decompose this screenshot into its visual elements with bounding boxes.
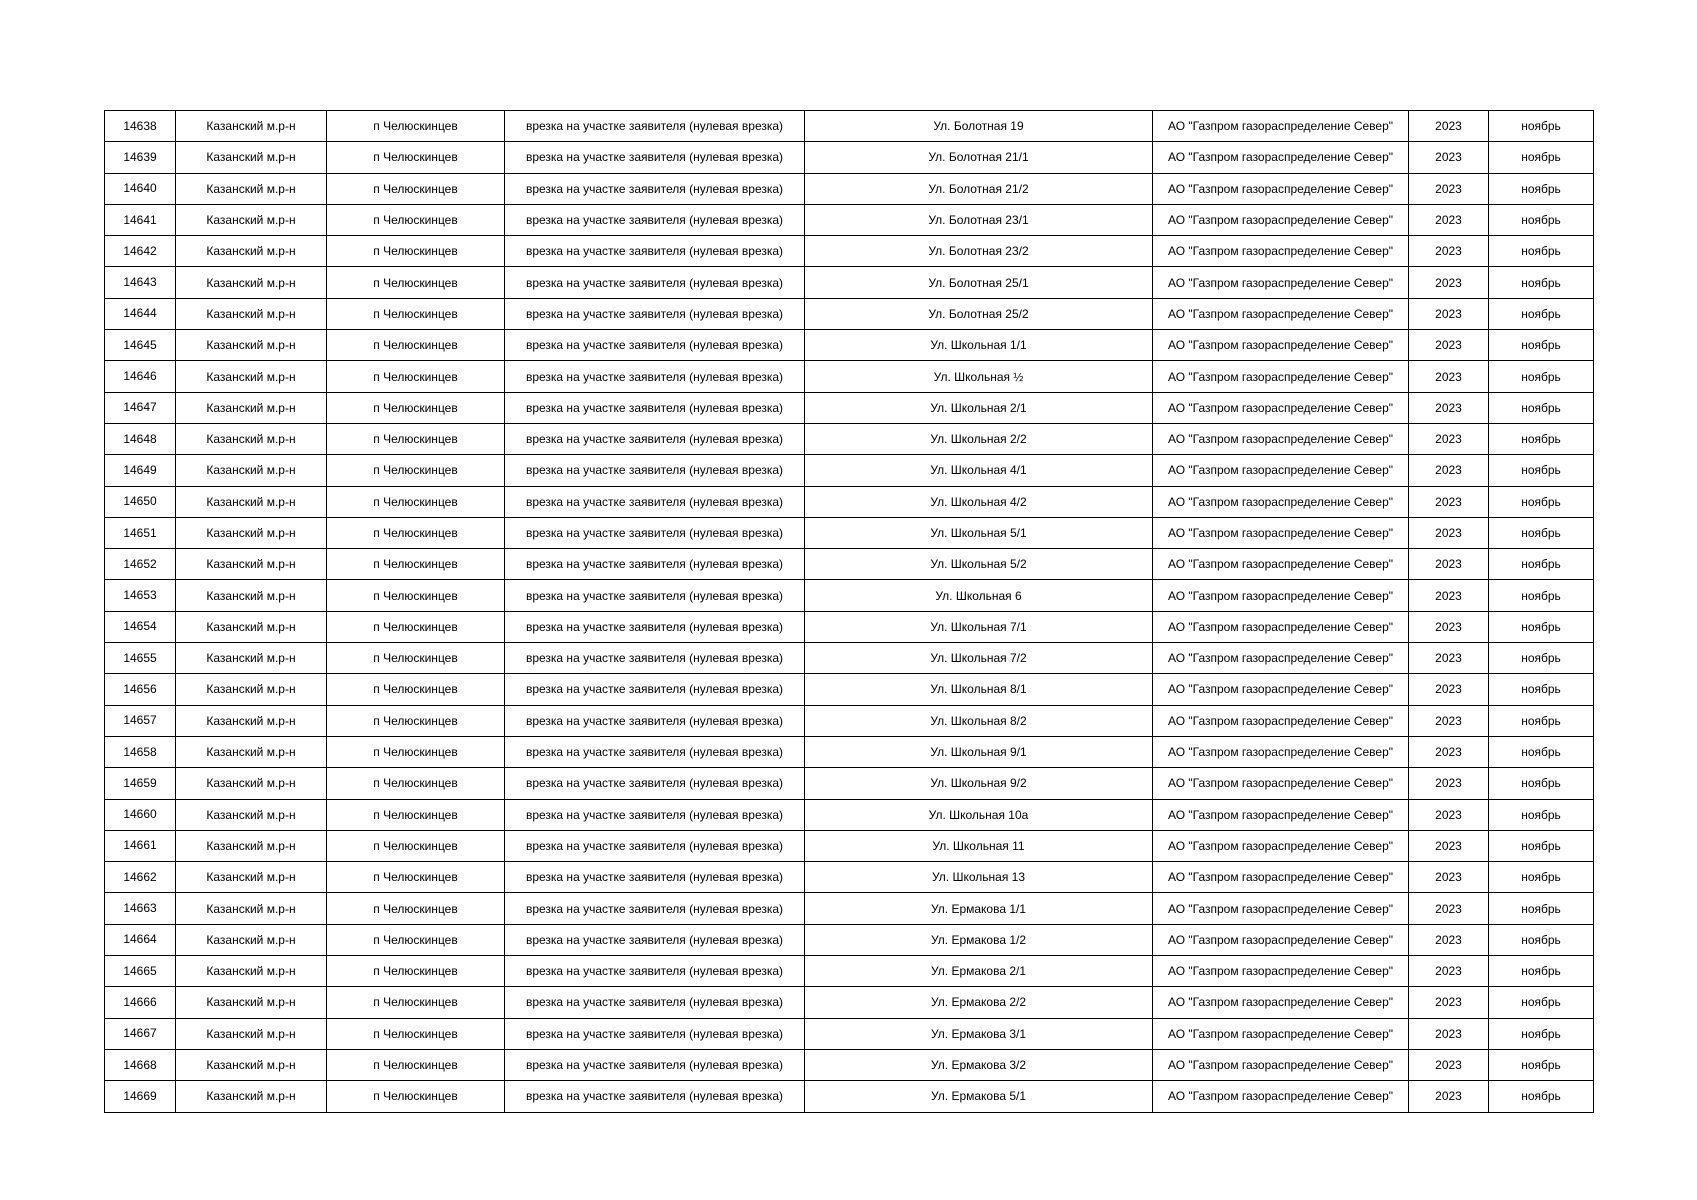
work-type-cell: врезка на участке заявителя (нулевая врезка) <box>505 1081 805 1112</box>
year-cell: 2023 <box>1409 142 1489 173</box>
year-cell: 2023 <box>1409 893 1489 924</box>
table-row <box>105 298 1594 329</box>
month-cell: ноябрь <box>1489 1018 1594 1049</box>
address-cell: Ул. Школьная 2/1 <box>805 392 1153 423</box>
year-cell: 2023 <box>1409 204 1489 235</box>
row-number-cell: 14667 <box>105 1018 176 1049</box>
work-type-cell: врезка на участке заявителя (нулевая врезка) <box>505 549 805 580</box>
month-cell: ноябрь <box>1489 173 1594 204</box>
settlement-cell: п Челюскинцев <box>327 455 505 486</box>
organization-cell: АО "Газпром газораспределение Север" <box>1153 1018 1409 1049</box>
organization-cell: АО "Газпром газораспределение Север" <box>1153 893 1409 924</box>
work-type-cell: врезка на участке заявителя (нулевая врезка) <box>505 830 805 861</box>
settlement-cell: п Челюскинцев <box>327 204 505 235</box>
settlement-cell: п Челюскинцев <box>327 1081 505 1112</box>
organization-cell: АО "Газпром газораспределение Север" <box>1153 330 1409 361</box>
row-number-cell: 14659 <box>105 768 176 799</box>
address-cell: Ул. Школьная 1/1 <box>805 330 1153 361</box>
address-cell: Ул. Болотная 25/2 <box>805 298 1153 329</box>
settlement-cell: п Челюскинцев <box>327 1049 505 1080</box>
district-cell: Казанский м.р-н <box>176 392 327 423</box>
district-cell: Казанский м.р-н <box>176 173 327 204</box>
work-type-cell: врезка на участке заявителя (нулевая врезка) <box>505 674 805 705</box>
settlement-cell: п Челюскинцев <box>327 862 505 893</box>
table-row <box>105 330 1594 361</box>
address-cell: Ул. Школьная 13 <box>805 862 1153 893</box>
organization-cell: АО "Газпром газораспределение Север" <box>1153 392 1409 423</box>
month-cell: ноябрь <box>1489 1049 1594 1080</box>
organization-cell: АО "Газпром газораспределение Север" <box>1153 924 1409 955</box>
address-cell: Ул. Ермакова 2/1 <box>805 956 1153 987</box>
table-row <box>105 768 1594 799</box>
year-cell: 2023 <box>1409 799 1489 830</box>
organization-cell: АО "Газпром газораспределение Север" <box>1153 236 1409 267</box>
work-type-cell: врезка на участке заявителя (нулевая врезка) <box>505 517 805 548</box>
month-cell: ноябрь <box>1489 611 1594 642</box>
work-type-cell: врезка на участке заявителя (нулевая врезка) <box>505 267 805 298</box>
work-type-cell: врезка на участке заявителя (нулевая врезка) <box>505 893 805 924</box>
district-cell: Казанский м.р-н <box>176 736 327 767</box>
year-cell: 2023 <box>1409 298 1489 329</box>
year-cell: 2023 <box>1409 330 1489 361</box>
row-number-cell: 14663 <box>105 893 176 924</box>
year-cell: 2023 <box>1409 1049 1489 1080</box>
row-number-cell: 14660 <box>105 799 176 830</box>
district-cell: Казанский м.р-н <box>176 611 327 642</box>
organization-cell: АО "Газпром газораспределение Север" <box>1153 549 1409 580</box>
year-cell: 2023 <box>1409 486 1489 517</box>
row-number-cell: 14647 <box>105 392 176 423</box>
work-type-cell: врезка на участке заявителя (нулевая врезка) <box>505 330 805 361</box>
district-cell: Казанский м.р-н <box>176 674 327 705</box>
year-cell: 2023 <box>1409 580 1489 611</box>
settlement-cell: п Челюскинцев <box>327 799 505 830</box>
year-cell: 2023 <box>1409 1081 1489 1112</box>
month-cell: ноябрь <box>1489 267 1594 298</box>
month-cell: ноябрь <box>1489 956 1594 987</box>
month-cell: ноябрь <box>1489 705 1594 736</box>
district-cell: Казанский м.р-н <box>176 204 327 235</box>
row-number-cell: 14640 <box>105 173 176 204</box>
work-type-cell: врезка на участке заявителя (нулевая врезка) <box>505 361 805 392</box>
year-cell: 2023 <box>1409 111 1489 142</box>
row-number-cell: 14654 <box>105 611 176 642</box>
settlement-cell: п Челюскинцев <box>327 298 505 329</box>
work-type-cell: врезка на участке заявителя (нулевая врезка) <box>505 1018 805 1049</box>
row-number-cell: 14648 <box>105 423 176 454</box>
row-number-cell: 14655 <box>105 643 176 674</box>
month-cell: ноябрь <box>1489 423 1594 454</box>
document-sheet <box>104 110 1593 1113</box>
year-cell: 2023 <box>1409 549 1489 580</box>
month-cell: ноябрь <box>1489 236 1594 267</box>
address-cell: Ул. Болотная 21/2 <box>805 173 1153 204</box>
month-cell: ноябрь <box>1489 830 1594 861</box>
district-cell: Казанский м.р-н <box>176 517 327 548</box>
address-cell: Ул. Школьная 5/2 <box>805 549 1153 580</box>
district-cell: Казанский м.р-н <box>176 267 327 298</box>
address-cell: Ул. Школьная 4/2 <box>805 486 1153 517</box>
row-number-cell: 14656 <box>105 674 176 705</box>
work-type-cell: врезка на участке заявителя (нулевая врезка) <box>505 643 805 674</box>
row-number-cell: 14664 <box>105 924 176 955</box>
address-cell: Ул. Ермакова 2/2 <box>805 987 1153 1018</box>
year-cell: 2023 <box>1409 830 1489 861</box>
month-cell: ноябрь <box>1489 392 1594 423</box>
district-cell: Казанский м.р-н <box>176 924 327 955</box>
address-cell: Ул. Школьная 7/1 <box>805 611 1153 642</box>
address-cell: Ул. Ермакова 3/1 <box>805 1018 1153 1049</box>
row-number-cell: 14661 <box>105 830 176 861</box>
settlement-cell: п Челюскинцев <box>327 956 505 987</box>
address-cell: Ул. Школьная 7/2 <box>805 643 1153 674</box>
row-number-cell: 14645 <box>105 330 176 361</box>
address-cell: Ул. Школьная ½ <box>805 361 1153 392</box>
organization-cell: АО "Газпром газораспределение Север" <box>1153 643 1409 674</box>
table-row <box>105 267 1594 298</box>
year-cell: 2023 <box>1409 173 1489 204</box>
year-cell: 2023 <box>1409 924 1489 955</box>
organization-cell: АО "Газпром газораспределение Север" <box>1153 830 1409 861</box>
district-cell: Казанский м.р-н <box>176 987 327 1018</box>
organization-cell: АО "Газпром газораспределение Север" <box>1153 1049 1409 1080</box>
row-number-cell: 14638 <box>105 111 176 142</box>
row-number-cell: 14669 <box>105 1081 176 1112</box>
work-type-cell: врезка на участке заявителя (нулевая врезка) <box>505 580 805 611</box>
year-cell: 2023 <box>1409 674 1489 705</box>
year-cell: 2023 <box>1409 611 1489 642</box>
work-type-cell: врезка на участке заявителя (нулевая врезка) <box>505 111 805 142</box>
year-cell: 2023 <box>1409 236 1489 267</box>
table-row <box>105 736 1594 767</box>
table-row <box>105 236 1594 267</box>
settlement-cell: п Челюскинцев <box>327 893 505 924</box>
month-cell: ноябрь <box>1489 987 1594 1018</box>
district-cell: Казанский м.р-н <box>176 1018 327 1049</box>
row-number-cell: 14651 <box>105 517 176 548</box>
district-cell: Казанский м.р-н <box>176 830 327 861</box>
work-type-cell: врезка на участке заявителя (нулевая врезка) <box>505 705 805 736</box>
settlement-cell: п Челюскинцев <box>327 736 505 767</box>
year-cell: 2023 <box>1409 1018 1489 1049</box>
settlement-cell: п Челюскинцев <box>327 768 505 799</box>
settlement-cell: п Челюскинцев <box>327 830 505 861</box>
address-cell: Ул. Ермакова 5/1 <box>805 1081 1153 1112</box>
month-cell: ноябрь <box>1489 862 1594 893</box>
row-number-cell: 14652 <box>105 549 176 580</box>
work-type-cell: врезка на участке заявителя (нулевая врезка) <box>505 1049 805 1080</box>
organization-cell: АО "Газпром газораспределение Север" <box>1153 173 1409 204</box>
district-cell: Казанский м.р-н <box>176 705 327 736</box>
address-cell: Ул. Болотная 23/2 <box>805 236 1153 267</box>
row-number-cell: 14649 <box>105 455 176 486</box>
month-cell: ноябрь <box>1489 799 1594 830</box>
organization-cell: АО "Газпром газораспределение Север" <box>1153 580 1409 611</box>
month-cell: ноябрь <box>1489 580 1594 611</box>
table-body <box>105 111 1594 1113</box>
work-type-cell: врезка на участке заявителя (нулевая врезка) <box>505 862 805 893</box>
year-cell: 2023 <box>1409 423 1489 454</box>
address-cell: Ул. Школьная 5/1 <box>805 517 1153 548</box>
month-cell: ноябрь <box>1489 1081 1594 1112</box>
work-type-cell: врезка на участке заявителя (нулевая врезка) <box>505 298 805 329</box>
table-row <box>105 830 1594 861</box>
settlement-cell: п Челюскинцев <box>327 643 505 674</box>
table-row <box>105 1081 1594 1112</box>
row-number-cell: 14665 <box>105 956 176 987</box>
work-type-cell: врезка на участке заявителя (нулевая врезка) <box>505 173 805 204</box>
organization-cell: АО "Газпром газораспределение Север" <box>1153 486 1409 517</box>
row-number-cell: 14643 <box>105 267 176 298</box>
year-cell: 2023 <box>1409 392 1489 423</box>
district-cell: Казанский м.р-н <box>176 111 327 142</box>
row-number-cell: 14658 <box>105 736 176 767</box>
district-cell: Казанский м.р-н <box>176 768 327 799</box>
row-number-cell: 14653 <box>105 580 176 611</box>
work-type-cell: врезка на участке заявителя (нулевая врезка) <box>505 455 805 486</box>
month-cell: ноябрь <box>1489 298 1594 329</box>
address-cell: Ул. Болотная 19 <box>805 111 1153 142</box>
year-cell: 2023 <box>1409 768 1489 799</box>
month-cell: ноябрь <box>1489 517 1594 548</box>
month-cell: ноябрь <box>1489 549 1594 580</box>
district-cell: Казанский м.р-н <box>176 643 327 674</box>
district-cell: Казанский м.р-н <box>176 799 327 830</box>
table-row <box>105 611 1594 642</box>
work-type-cell: врезка на участке заявителя (нулевая врезка) <box>505 799 805 830</box>
organization-cell: АО "Газпром газораспределение Север" <box>1153 956 1409 987</box>
district-cell: Казанский м.р-н <box>176 1081 327 1112</box>
settlement-cell: п Челюскинцев <box>327 987 505 1018</box>
settlement-cell: п Челюскинцев <box>327 611 505 642</box>
table-row <box>105 486 1594 517</box>
table-row <box>105 173 1594 204</box>
table-row <box>105 142 1594 173</box>
organization-cell: АО "Газпром газораспределение Север" <box>1153 736 1409 767</box>
district-cell: Казанский м.р-н <box>176 893 327 924</box>
table-row <box>105 1018 1594 1049</box>
address-cell: Ул. Ермакова 1/1 <box>805 893 1153 924</box>
work-type-cell: врезка на участке заявителя (нулевая врезка) <box>505 142 805 173</box>
table-row <box>105 643 1594 674</box>
address-cell: Ул. Школьная 4/1 <box>805 455 1153 486</box>
year-cell: 2023 <box>1409 956 1489 987</box>
work-type-cell: врезка на участке заявителя (нулевая врезка) <box>505 423 805 454</box>
organization-cell: АО "Газпром газораспределение Север" <box>1153 674 1409 705</box>
month-cell: ноябрь <box>1489 674 1594 705</box>
settlement-cell: п Челюскинцев <box>327 173 505 204</box>
work-type-cell: врезка на участке заявителя (нулевая врезка) <box>505 486 805 517</box>
month-cell: ноябрь <box>1489 924 1594 955</box>
work-type-cell: врезка на участке заявителя (нулевая врезка) <box>505 204 805 235</box>
address-cell: Ул. Школьная 10а <box>805 799 1153 830</box>
district-cell: Казанский м.р-н <box>176 298 327 329</box>
district-cell: Казанский м.р-н <box>176 330 327 361</box>
settlement-cell: п Челюскинцев <box>327 361 505 392</box>
address-cell: Ул. Школьная 9/2 <box>805 768 1153 799</box>
table-row <box>105 674 1594 705</box>
district-cell: Казанский м.р-н <box>176 956 327 987</box>
row-number-cell: 14666 <box>105 987 176 1018</box>
settlement-cell: п Челюскинцев <box>327 674 505 705</box>
address-cell: Ул. Школьная 9/1 <box>805 736 1153 767</box>
month-cell: ноябрь <box>1489 643 1594 674</box>
work-type-cell: врезка на участке заявителя (нулевая врезка) <box>505 611 805 642</box>
row-number-cell: 14650 <box>105 486 176 517</box>
table-row <box>105 956 1594 987</box>
month-cell: ноябрь <box>1489 361 1594 392</box>
table-row <box>105 517 1594 548</box>
row-number-cell: 14657 <box>105 705 176 736</box>
settlement-cell: п Челюскинцев <box>327 111 505 142</box>
district-cell: Казанский м.р-н <box>176 1049 327 1080</box>
settlement-cell: п Челюскинцев <box>327 705 505 736</box>
year-cell: 2023 <box>1409 987 1489 1018</box>
table-row <box>105 799 1594 830</box>
table-row <box>105 423 1594 454</box>
settlement-cell: п Челюскинцев <box>327 486 505 517</box>
table-row <box>105 893 1594 924</box>
address-cell: Ул. Школьная 8/1 <box>805 674 1153 705</box>
settlement-cell: п Челюскинцев <box>327 580 505 611</box>
district-cell: Казанский м.р-н <box>176 580 327 611</box>
row-number-cell: 14642 <box>105 236 176 267</box>
district-cell: Казанский м.р-н <box>176 455 327 486</box>
address-cell: Ул. Ермакова 1/2 <box>805 924 1153 955</box>
month-cell: ноябрь <box>1489 330 1594 361</box>
month-cell: ноябрь <box>1489 768 1594 799</box>
table-row <box>105 924 1594 955</box>
month-cell: ноябрь <box>1489 893 1594 924</box>
table-row <box>105 987 1594 1018</box>
settlement-cell: п Челюскинцев <box>327 549 505 580</box>
organization-cell: АО "Газпром газораспределение Север" <box>1153 862 1409 893</box>
work-type-cell: врезка на участке заявителя (нулевая врезка) <box>505 987 805 1018</box>
table-row <box>105 111 1594 142</box>
organization-cell: АО "Газпром газораспределение Север" <box>1153 455 1409 486</box>
organization-cell: АО "Газпром газораспределение Север" <box>1153 267 1409 298</box>
work-type-cell: врезка на участке заявителя (нулевая врезка) <box>505 736 805 767</box>
organization-cell: АО "Газпром газораспределение Север" <box>1153 611 1409 642</box>
year-cell: 2023 <box>1409 736 1489 767</box>
settlement-cell: п Челюскинцев <box>327 924 505 955</box>
row-number-cell: 14639 <box>105 142 176 173</box>
year-cell: 2023 <box>1409 705 1489 736</box>
settlement-cell: п Челюскинцев <box>327 392 505 423</box>
table-row <box>105 862 1594 893</box>
organization-cell: АО "Газпром газораспределение Север" <box>1153 298 1409 329</box>
month-cell: ноябрь <box>1489 142 1594 173</box>
settlement-cell: п Челюскинцев <box>327 330 505 361</box>
settlement-cell: п Челюскинцев <box>327 142 505 173</box>
district-cell: Казанский м.р-н <box>176 549 327 580</box>
settlement-cell: п Челюскинцев <box>327 236 505 267</box>
month-cell: ноябрь <box>1489 455 1594 486</box>
table-row <box>105 1049 1594 1080</box>
month-cell: ноябрь <box>1489 204 1594 235</box>
work-type-cell: врезка на участке заявителя (нулевая врезка) <box>505 768 805 799</box>
settlement-cell: п Челюскинцев <box>327 267 505 298</box>
address-cell: Ул. Болотная 23/1 <box>805 204 1153 235</box>
work-type-cell: врезка на участке заявителя (нулевая врезка) <box>505 236 805 267</box>
table-row <box>105 361 1594 392</box>
table-row <box>105 204 1594 235</box>
address-cell: Ул. Ермакова 3/2 <box>805 1049 1153 1080</box>
table-row <box>105 455 1594 486</box>
address-cell: Ул. Школьная 2/2 <box>805 423 1153 454</box>
table-row <box>105 580 1594 611</box>
month-cell: ноябрь <box>1489 111 1594 142</box>
district-cell: Казанский м.р-н <box>176 862 327 893</box>
year-cell: 2023 <box>1409 267 1489 298</box>
settlement-cell: п Челюскинцев <box>327 1018 505 1049</box>
row-number-cell: 14644 <box>105 298 176 329</box>
row-number-cell: 14641 <box>105 204 176 235</box>
organization-cell: АО "Газпром газораспределение Север" <box>1153 768 1409 799</box>
gasification-table <box>104 110 1594 1113</box>
table-row <box>105 392 1594 423</box>
row-number-cell: 14668 <box>105 1049 176 1080</box>
district-cell: Казанский м.р-н <box>176 486 327 517</box>
district-cell: Казанский м.р-н <box>176 236 327 267</box>
organization-cell: АО "Газпром газораспределение Север" <box>1153 705 1409 736</box>
organization-cell: АО "Газпром газораспределение Север" <box>1153 517 1409 548</box>
settlement-cell: п Челюскинцев <box>327 517 505 548</box>
settlement-cell: п Челюскинцев <box>327 423 505 454</box>
year-cell: 2023 <box>1409 862 1489 893</box>
organization-cell: АО "Газпром газораспределение Север" <box>1153 204 1409 235</box>
organization-cell: АО "Газпром газораспределение Север" <box>1153 799 1409 830</box>
year-cell: 2023 <box>1409 643 1489 674</box>
year-cell: 2023 <box>1409 455 1489 486</box>
address-cell: Ул. Школьная 6 <box>805 580 1153 611</box>
month-cell: ноябрь <box>1489 736 1594 767</box>
row-number-cell: 14662 <box>105 862 176 893</box>
organization-cell: АО "Газпром газораспределение Север" <box>1153 987 1409 1018</box>
district-cell: Казанский м.р-н <box>176 142 327 173</box>
address-cell: Ул. Болотная 21/1 <box>805 142 1153 173</box>
month-cell: ноябрь <box>1489 486 1594 517</box>
work-type-cell: врезка на участке заявителя (нулевая врезка) <box>505 956 805 987</box>
address-cell: Ул. Болотная 25/1 <box>805 267 1153 298</box>
organization-cell: АО "Газпром газораспределение Север" <box>1153 111 1409 142</box>
table-row <box>105 705 1594 736</box>
work-type-cell: врезка на участке заявителя (нулевая врезка) <box>505 924 805 955</box>
work-type-cell: врезка на участке заявителя (нулевая врезка) <box>505 392 805 423</box>
organization-cell: АО "Газпром газораспределение Север" <box>1153 142 1409 173</box>
district-cell: Казанский м.р-н <box>176 423 327 454</box>
address-cell: Ул. Школьная 8/2 <box>805 705 1153 736</box>
organization-cell: АО "Газпром газораспределение Север" <box>1153 423 1409 454</box>
organization-cell: АО "Газпром газораспределение Север" <box>1153 1081 1409 1112</box>
year-cell: 2023 <box>1409 517 1489 548</box>
table-row <box>105 549 1594 580</box>
address-cell: Ул. Школьная 11 <box>805 830 1153 861</box>
district-cell: Казанский м.р-н <box>176 361 327 392</box>
organization-cell: АО "Газпром газораспределение Север" <box>1153 361 1409 392</box>
year-cell: 2023 <box>1409 361 1489 392</box>
row-number-cell: 14646 <box>105 361 176 392</box>
